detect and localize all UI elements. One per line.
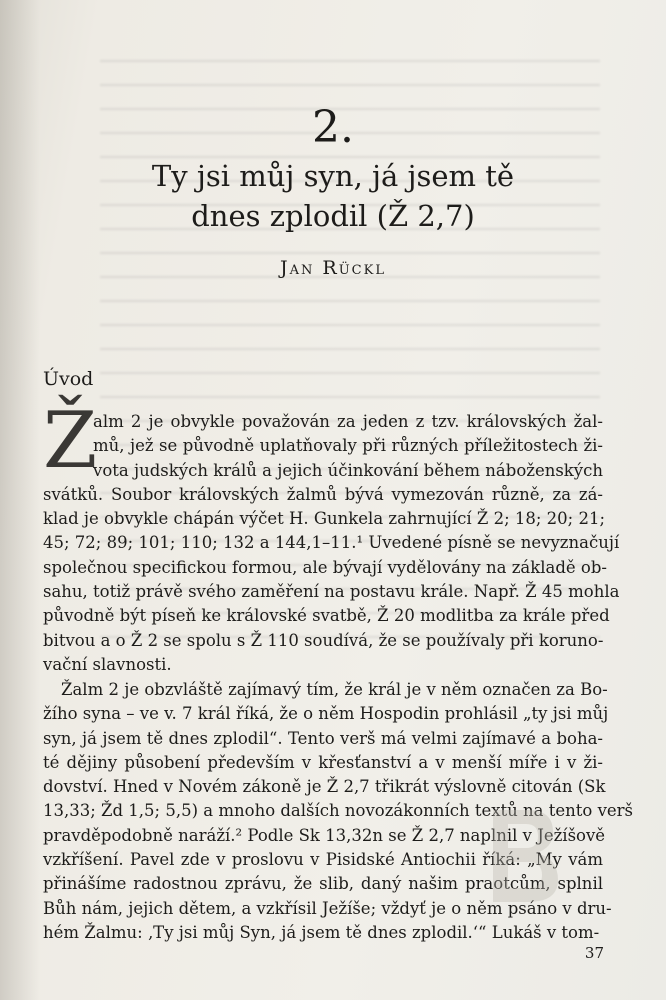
text-line: žího syna – ve v. 7 král říká, že o něm Hospodin prohlásil „ty jsi můj (43, 704, 609, 724)
text-line: alm 2 je obvykle považován za jeden z tzv. královských žal- (93, 412, 603, 431)
text-line: Bůh nám, jejich dětem, a vzkřísil Ježíše; vždyť je o něm psáno v dru- (43, 898, 612, 918)
chapter-title-line-2: dnes zplodil (Ž 2,7) (191, 199, 475, 233)
text-line: vzkříšení. Pavel zde v proslovu v Pisidské Antiochii říká: „My vám (43, 850, 603, 870)
text-line: vota judských králů a jejich účinkování během náboženských (93, 460, 603, 480)
text-line: Žalm 2 je obzvláště zajímavý tím, že král je v něm označen za Bo- (61, 680, 608, 699)
text-line: syn, já jsem tě dnes zplodil“. Tento verš má velmi zajímavé a boha- (43, 728, 603, 748)
text-line: hém Žalmu: ‚Ty jsi můj Syn, já jsem tě dnes zplodil.‘“ Lukáš v tom- (43, 922, 600, 942)
paragraph-1 (43, 410, 620, 677)
text-line: pravděpodobně naráží.² Podle Sk 13,32n se Ž 2,7 naplnil v Ježíšově (43, 825, 606, 845)
text-line: té dějiny působení především v křesťanství a v menší míře i v ži- (43, 752, 603, 772)
text-line: bitvou a o Ž 2 se spolu s Ž 110 soudívá, že se používaly při koruno- (43, 630, 604, 650)
text-line: klad je obvykle chápán výčet H. Gunkela zahrnující Ž 2; 18; 20; 21; (43, 509, 606, 529)
section-heading: Úvod (43, 368, 94, 390)
text-line: mů, jež se původně uplatňovaly při různých příležitostech ži- (93, 436, 603, 456)
chapter-number: 2. (312, 102, 354, 153)
text-line: vační slavnosti. (43, 654, 172, 674)
drop-cap: Ž (43, 396, 98, 486)
text-line: dovství. Hned v Novém zákoně je Ž 2,7 třikrát výslovně citován (Sk (43, 777, 606, 797)
chapter-title-line-1: Ty jsi můj syn, já jsem tě (151, 159, 515, 193)
text-line: svátků. Soubor královských žalmů bývá vymezován různě, za zá- (43, 484, 603, 504)
author-name: Jan Rückl (280, 257, 386, 279)
text-line: 45; 72; 89; 101; 110; 132 a 144,1–11.¹ Uvedené písně se nevyznačují (43, 533, 620, 553)
text-line: původně být píseň ke královské svatbě, Ž 20 modlitba za krále před (43, 606, 610, 626)
page-number: 37 (584, 944, 604, 962)
text-line: společnou specifickou formou, ale bývají vydělovány na základě ob- (43, 557, 607, 577)
watermark-logo (468, 800, 568, 910)
text-line: 13,33; Žd 1,5; 5,5) a mnoho dalších novozákonních textů na tento verš (43, 801, 634, 821)
chapter-title (0, 156, 666, 236)
text-line: přinášíme radostnou zprávu, že slib, daný našim praotcům, splnil (43, 874, 603, 894)
text-line: sahu, totiž právě svého zaměření na postavu krále. Např. Ž 45 mohla (43, 582, 620, 602)
